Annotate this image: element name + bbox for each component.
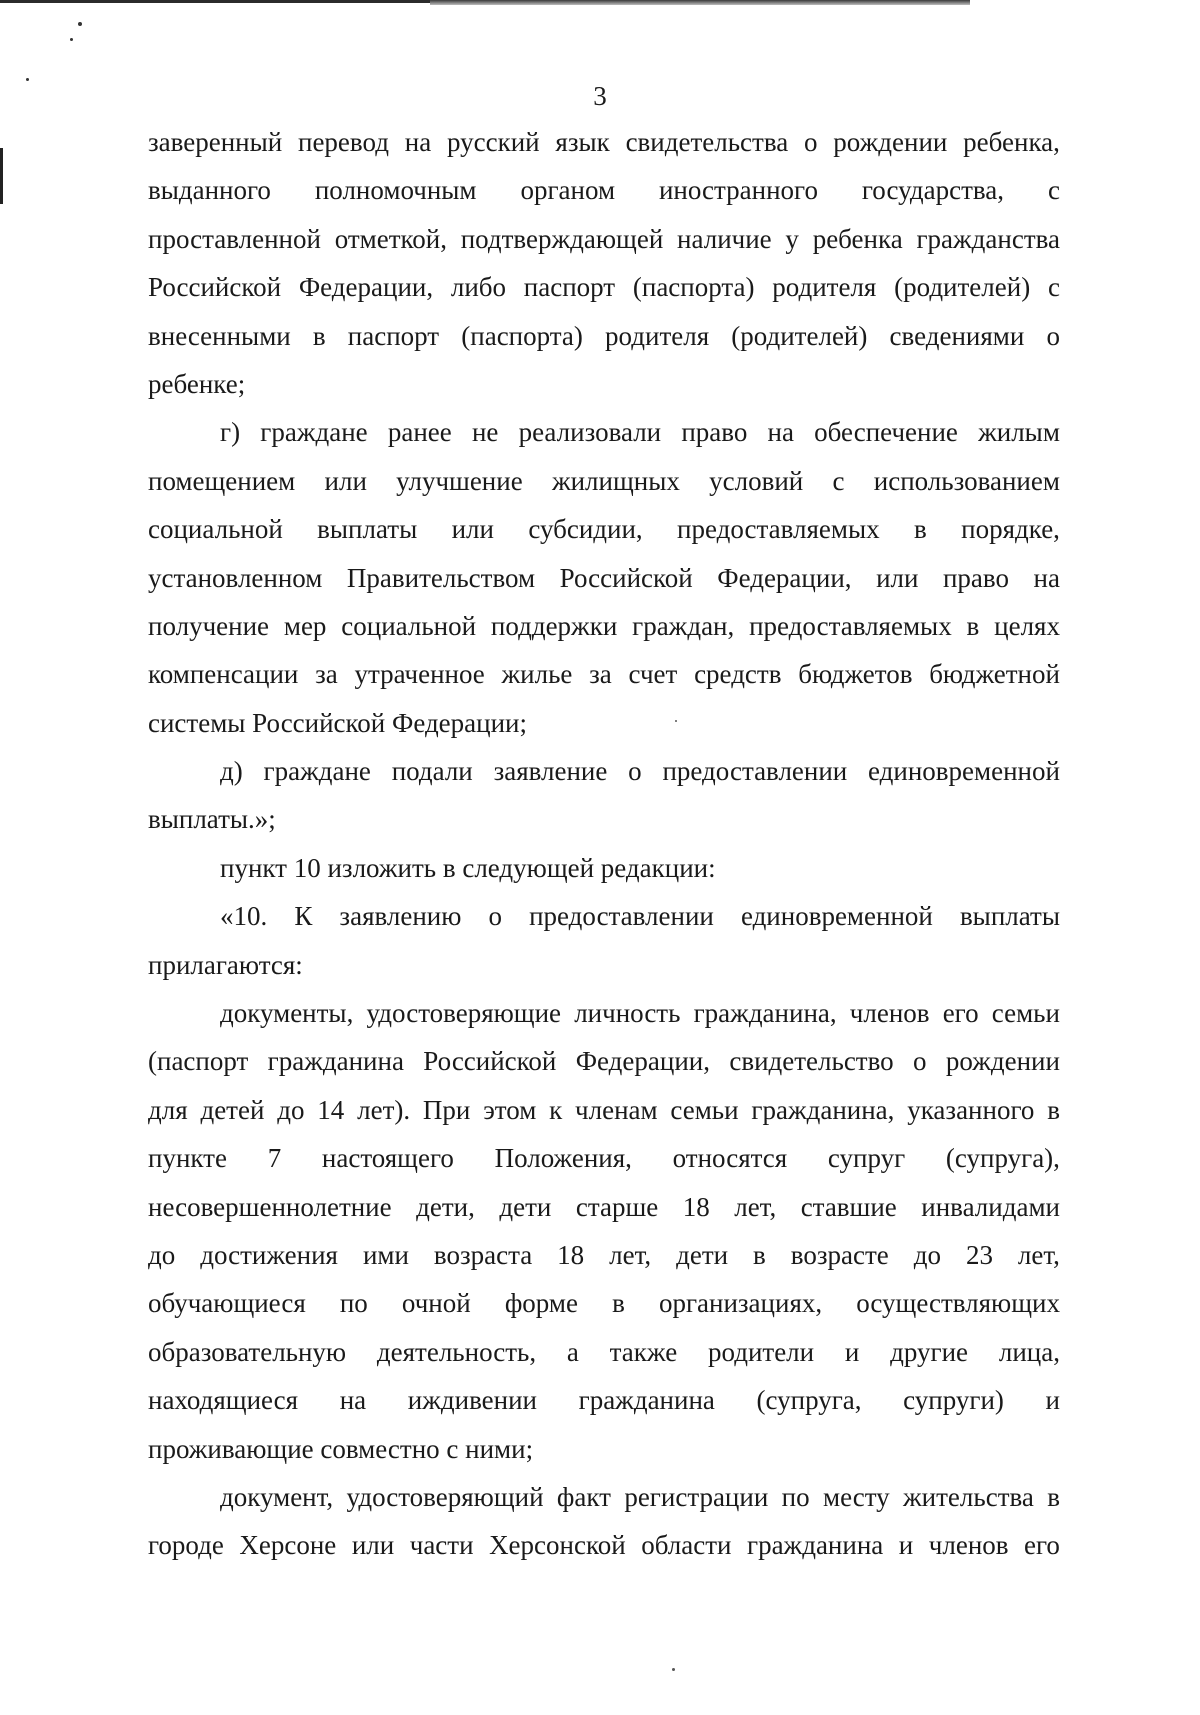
word: ставшие [800, 1191, 897, 1222]
word: за [589, 659, 612, 690]
word: гражданина [747, 1530, 884, 1561]
word: на [1033, 562, 1060, 593]
word: форме [504, 1288, 578, 1319]
word: или [351, 1530, 395, 1561]
word: не [471, 417, 499, 448]
line-text: пункт 10 изложить в следующей редакции: [220, 852, 716, 883]
word: или [876, 562, 919, 593]
word: Федерации, [298, 272, 434, 303]
word: очной [401, 1288, 471, 1319]
word: родителя [605, 320, 710, 351]
word: Российской [559, 562, 693, 593]
word: русский [446, 127, 540, 157]
word: семьи [991, 998, 1060, 1029]
word: регистрации [624, 1481, 769, 1512]
word: на [404, 127, 432, 157]
text-line [148, 989, 1060, 1037]
word: Федерации, [717, 562, 852, 593]
word: (паспорта) [461, 320, 583, 351]
text-line [148, 1231, 1060, 1279]
word: в [1047, 1094, 1060, 1125]
text-line [148, 1425, 1060, 1473]
word: улучшение [396, 465, 523, 496]
text-line [148, 844, 1060, 892]
word: области [641, 1530, 732, 1561]
text-line [148, 215, 1060, 263]
word: 18 [557, 1239, 585, 1270]
word: обучающиеся [148, 1288, 306, 1319]
word: субсидии, [528, 514, 643, 545]
word: о [488, 901, 502, 932]
text-line [148, 1086, 1060, 1134]
text-line [148, 795, 1060, 843]
word: родители [707, 1336, 815, 1367]
word: личность [574, 998, 681, 1029]
word: бюджетов [798, 659, 913, 690]
word: гражданина [267, 1046, 404, 1077]
word: лет, [734, 1191, 777, 1222]
scan-speck [78, 22, 82, 26]
word: факт [556, 1481, 611, 1512]
word: подтверждающей [460, 223, 664, 254]
word: указанного [907, 1094, 1035, 1125]
word: внесенными [148, 320, 291, 351]
text-line [148, 457, 1060, 505]
word: деятельность, [376, 1336, 537, 1367]
word: находящиеся [148, 1385, 299, 1416]
word: счет [628, 659, 678, 690]
word: о [804, 127, 818, 157]
word: до [277, 1094, 305, 1125]
text-line [148, 1183, 1060, 1231]
word: 23 [965, 1239, 993, 1270]
word: в [914, 514, 927, 545]
word: получение [148, 610, 270, 641]
word: наличие [677, 223, 772, 254]
word: осуществляющих [856, 1288, 1060, 1319]
word: детей [200, 1094, 265, 1125]
word: пункте [148, 1143, 227, 1174]
text-line [148, 505, 1060, 553]
word: ими [362, 1239, 409, 1270]
word: заявление [493, 756, 608, 787]
word: гражданина, [751, 1094, 895, 1125]
word: 7 [267, 1143, 282, 1174]
word: отметкой, [334, 223, 447, 254]
word: (паспорт [148, 1046, 249, 1077]
word: лет). [357, 1094, 411, 1125]
word: документ, [220, 1481, 334, 1512]
word: и [898, 1530, 914, 1561]
word: жилищных [551, 465, 680, 496]
text-line [148, 408, 1060, 456]
word: Российской [148, 272, 282, 303]
word: заявлению [339, 901, 462, 932]
word: в [753, 1239, 766, 1270]
word: или [324, 465, 367, 496]
word: Правительством [346, 562, 536, 593]
word: и [1045, 1385, 1060, 1416]
word: организациях, [658, 1288, 823, 1319]
word: членам [575, 1094, 658, 1125]
text-line [148, 118, 1060, 166]
word: с [832, 465, 845, 496]
word: иждивении [407, 1385, 537, 1416]
word: (супруга), [945, 1143, 1060, 1174]
word: иностранного [658, 175, 818, 206]
word: его [942, 998, 979, 1029]
word: части [409, 1530, 474, 1561]
word: удостоверяющий [346, 1481, 544, 1512]
word: граждане [260, 417, 368, 448]
word: в [312, 320, 326, 351]
word: о [913, 1046, 927, 1077]
word: граждане [263, 756, 371, 787]
word: дети [676, 1239, 729, 1270]
word: заверенный [148, 127, 283, 157]
word: дети [499, 1191, 552, 1222]
text-line [148, 699, 1060, 747]
word: членов [928, 1530, 1009, 1561]
word: социальной [148, 514, 283, 545]
word: помещением [148, 465, 296, 496]
word: предоставляемых [677, 514, 880, 545]
word: до [148, 1239, 176, 1270]
text-line [148, 892, 1060, 940]
word: в [612, 1288, 625, 1319]
word: перевод [298, 127, 389, 157]
document-body [148, 118, 1060, 1570]
word: паспорт [523, 272, 616, 303]
word: для [148, 1094, 188, 1125]
word: также [609, 1336, 678, 1367]
word: инвалидами [921, 1191, 1060, 1222]
word: выплаты [959, 901, 1060, 932]
word: по [781, 1481, 810, 1512]
word: удостоверяющие [366, 998, 562, 1029]
word: месту [822, 1481, 890, 1512]
scan-speck [70, 38, 73, 41]
word: дети, [416, 1191, 475, 1222]
word: целях [994, 610, 1060, 641]
word: выплаты [317, 514, 418, 545]
line-text: прилагаются: [148, 949, 303, 980]
word: у [785, 223, 799, 254]
text-line [148, 747, 1060, 795]
word: Херсоне [239, 1530, 337, 1561]
word: настоящего [321, 1143, 454, 1174]
text-line [148, 602, 1060, 650]
word: по [339, 1288, 368, 1319]
word: право [942, 562, 1009, 593]
word: утраченное [354, 659, 485, 690]
text-line [148, 360, 1060, 408]
word: жительства [903, 1481, 1034, 1512]
word: выданного [148, 175, 271, 206]
word: возраста [433, 1239, 533, 1270]
word: (супруга, [756, 1385, 862, 1416]
word: условий [709, 465, 804, 496]
word: относятся [672, 1143, 788, 1174]
word: жилье [501, 659, 573, 690]
text-line [148, 1376, 1060, 1424]
word: д) [220, 756, 243, 787]
text-line [148, 312, 1060, 360]
text-line [148, 1473, 1060, 1521]
word: родителя [772, 272, 877, 303]
word: предоставлении [662, 756, 848, 787]
word: лица, [998, 1336, 1060, 1367]
word: К [294, 901, 313, 932]
word: гражданина, [693, 998, 837, 1029]
word: (родителей) [731, 320, 868, 351]
line-text: проживающие совместно с ними; [148, 1433, 534, 1464]
word: 18 [682, 1191, 710, 1222]
word: гражданина [578, 1385, 715, 1416]
text-line [148, 166, 1060, 214]
word: на [767, 417, 794, 448]
word: либо [450, 272, 507, 303]
page-number: 3 [593, 81, 607, 111]
word: ребенка [812, 223, 903, 254]
word: право [681, 417, 748, 448]
word: документы, [220, 998, 354, 1029]
text-line [148, 1037, 1060, 1085]
word: полномочным [314, 175, 477, 206]
word: его [1024, 1530, 1060, 1561]
word: г) [220, 417, 241, 448]
word: сведениями [889, 320, 1025, 351]
word: (родителей) [894, 272, 1031, 303]
word: порядке, [961, 514, 1060, 545]
word: подали [391, 756, 473, 787]
text-line [148, 1328, 1060, 1376]
word: предоставлении [529, 901, 714, 932]
word: этом [483, 1094, 537, 1125]
word: другие [890, 1336, 969, 1367]
word: старше [575, 1191, 659, 1222]
line-text: системы Российской Федерации; [148, 707, 528, 738]
text-line [148, 263, 1060, 311]
word: а [566, 1336, 579, 1367]
word: к [549, 1094, 563, 1125]
text-line [148, 1279, 1060, 1327]
word: в [1047, 1481, 1060, 1512]
word: «10. [220, 901, 268, 932]
word: установленном [148, 562, 323, 593]
word: рождении [833, 127, 948, 157]
word: При [422, 1094, 471, 1125]
word: единовременной [868, 756, 1060, 787]
word: предоставляемых [749, 610, 952, 641]
text-line [148, 941, 1060, 989]
word: 14 [317, 1094, 345, 1125]
word: членов [849, 998, 930, 1029]
scan-margin-mark [0, 148, 3, 204]
word: и [844, 1336, 860, 1367]
word: возрасте [790, 1239, 889, 1270]
word: социальной [341, 610, 477, 641]
word: семьи [670, 1094, 739, 1125]
word: с [1047, 272, 1060, 303]
word: паспорт [347, 320, 440, 351]
word: органом [520, 175, 616, 206]
word: (паспорта) [632, 272, 755, 303]
word: проставленной [148, 223, 321, 254]
word: несовершеннолетние [148, 1191, 392, 1222]
word: реализовали [518, 417, 662, 448]
word: лет, [609, 1239, 652, 1270]
word: супруги) [903, 1385, 1004, 1416]
word: с [1047, 175, 1060, 206]
word: лет, [1017, 1239, 1060, 1270]
word: граждан, [632, 610, 735, 641]
word: о [1046, 320, 1060, 351]
word: свидетельства [625, 127, 789, 157]
word: достижения [200, 1239, 338, 1270]
word: государства, [861, 175, 1005, 206]
text-line [148, 1134, 1060, 1182]
word: Херсонской [489, 1530, 626, 1561]
scan-edge-shadow [430, 0, 970, 5]
text-line [148, 650, 1060, 698]
word: мер [283, 610, 327, 641]
word: язык [555, 127, 610, 157]
word: Федерации, [575, 1046, 710, 1077]
word: в [966, 610, 980, 641]
word: городе [148, 1530, 224, 1561]
word: использованием [873, 465, 1060, 496]
word: за [315, 659, 338, 690]
text-line [148, 554, 1060, 602]
word: компенсации [148, 659, 299, 690]
word: единовременной [740, 901, 933, 932]
word: ребенка, [963, 127, 1060, 157]
word: о [628, 756, 642, 787]
word: или [451, 514, 494, 545]
word: бюджетной [929, 659, 1060, 690]
word: обеспечение [814, 417, 958, 448]
word: образовательную [148, 1336, 347, 1367]
line-text: ребенке; [148, 368, 246, 399]
text-line [148, 1521, 1060, 1569]
word: гражданства [916, 223, 1060, 254]
word: жилым [978, 417, 1060, 448]
word: ранее [387, 417, 452, 448]
word: до [913, 1239, 941, 1270]
word: поддержки [490, 610, 618, 641]
word: Российской [423, 1046, 557, 1077]
word: на [339, 1385, 367, 1416]
word: супруг [827, 1143, 906, 1174]
word: Положения, [494, 1143, 632, 1174]
word: свидетельство [729, 1046, 894, 1077]
line-text: выплаты.»; [148, 804, 276, 835]
scan-speck [672, 1668, 675, 1671]
word: средств [694, 659, 782, 690]
word: рождении [945, 1046, 1060, 1077]
